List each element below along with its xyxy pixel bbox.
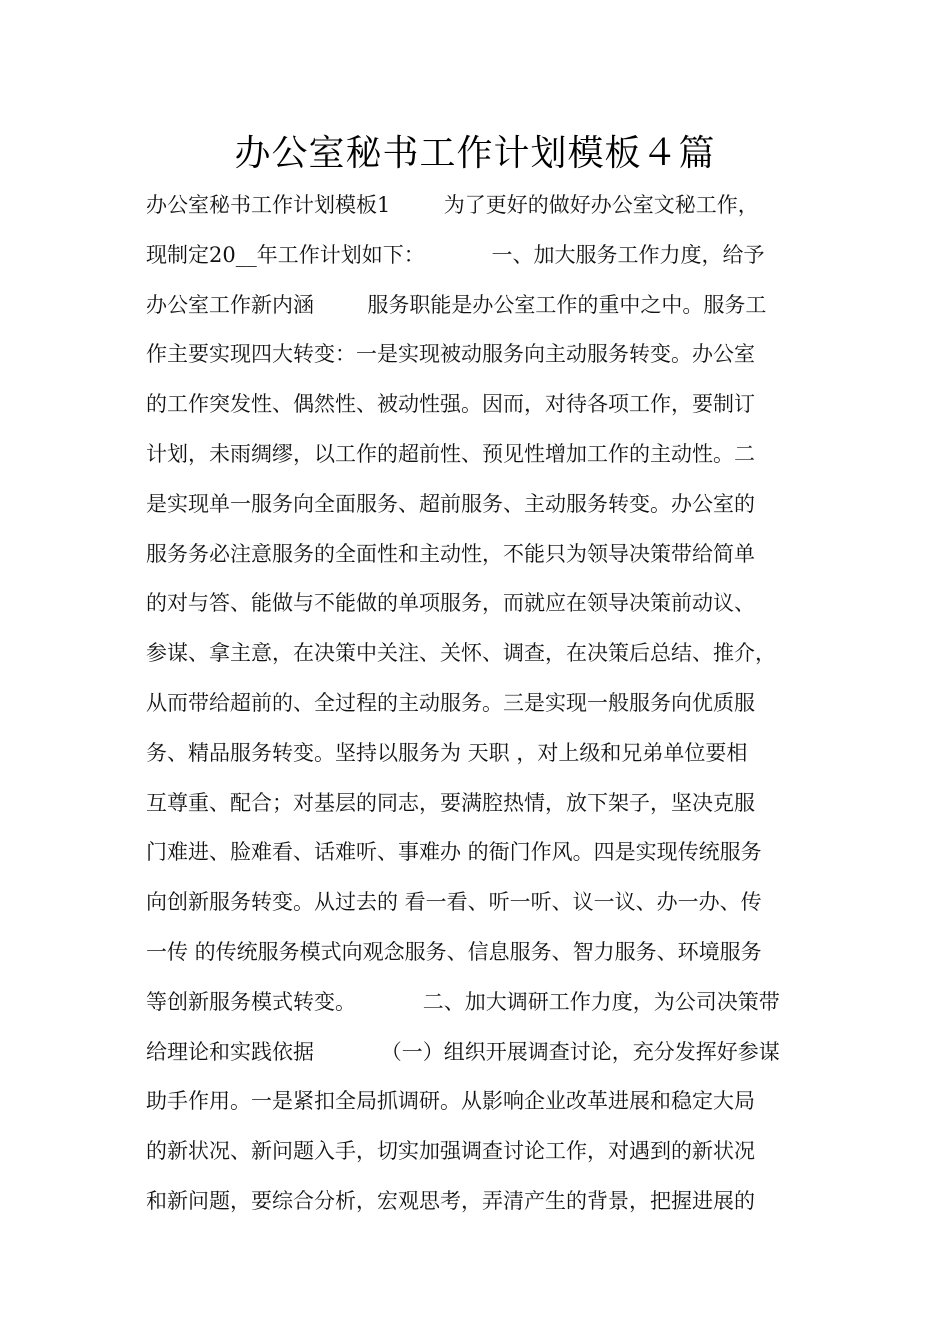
text-line: 现制定20__年工作计划如下： 一、加大服务工作力度，给予: [146, 242, 765, 267]
text-line: 计划，未雨绸缪，以工作的超前性、预见性增加工作的主动性。二: [146, 441, 755, 466]
text-line: 一传 的传统服务模式向观念服务、信息服务、智力服务、环境服务: [146, 939, 762, 964]
text-line: 办公室工作新内涵 服务职能是办公室工作的重中之中。服务工: [146, 292, 767, 317]
text-line: 的对与答、能做与不能做的单项服务，而就应在领导决策前动议、: [146, 591, 755, 616]
text-line: 作主要实现四大转变：一是实现被动服务向主动服务转变。办公室: [146, 342, 755, 367]
text-line: 和新问题，要综合分析，宏观思考，弄清产生的背景，把握进展的: [146, 1188, 755, 1213]
text-line: 互尊重、配合；对基层的同志，要满腔热情，放下架子，坚决克服: [146, 790, 755, 815]
text-line: 的新状况、新问题入手，切实加强调查讨论工作，对遇到的新状况: [146, 1139, 755, 1164]
document-body: [146, 181, 826, 1227]
text-line: 向创新服务转变。从过去的 看一看、听一听、议一议、办一办、传: [146, 890, 762, 915]
text-line: 等创新服务模式转变。 二、加大调研工作力度，为公司决策带: [146, 989, 780, 1014]
text-line: 是实现单一服务向全面服务、超前服务、主动服务转变。办公室的: [146, 491, 755, 516]
text-line: 参谋、拿主意，在决策中关注、关怀、调查，在决策后总结、推介，: [146, 641, 776, 666]
text-line: 门难进、脸难看、话难听、事难办 的衙门作风。四是实现传统服务: [146, 840, 762, 865]
document-title: 办公室秘书工作计划模板４篇: [234, 133, 716, 174]
text-line: 从而带给超前的、全过程的主动服务。三是实现一般服务向优质服: [146, 690, 755, 715]
text-line: 办公室秘书工作计划模板1 为了更好的做好办公室文秘工作，: [146, 193, 759, 217]
text-line: 给理论和实践依据 （一）组织开展调查讨论，充分发挥好参谋: [146, 1039, 780, 1064]
text-line: 务、精品服务转变。坚持以服务为 天职 ，对上级和兄弟单位要相: [146, 740, 748, 765]
text-line: 服务务必注意服务的全面性和主动性，不能只为领导决策带给简单: [146, 541, 755, 566]
text-line: 的工作突发性、偶然性、被动性强。因而，对待各项工作，要制订: [146, 392, 755, 417]
text-line: 助手作用。一是紧扣全局抓调研。从影响企业改革进展和稳定大局: [146, 1089, 755, 1114]
